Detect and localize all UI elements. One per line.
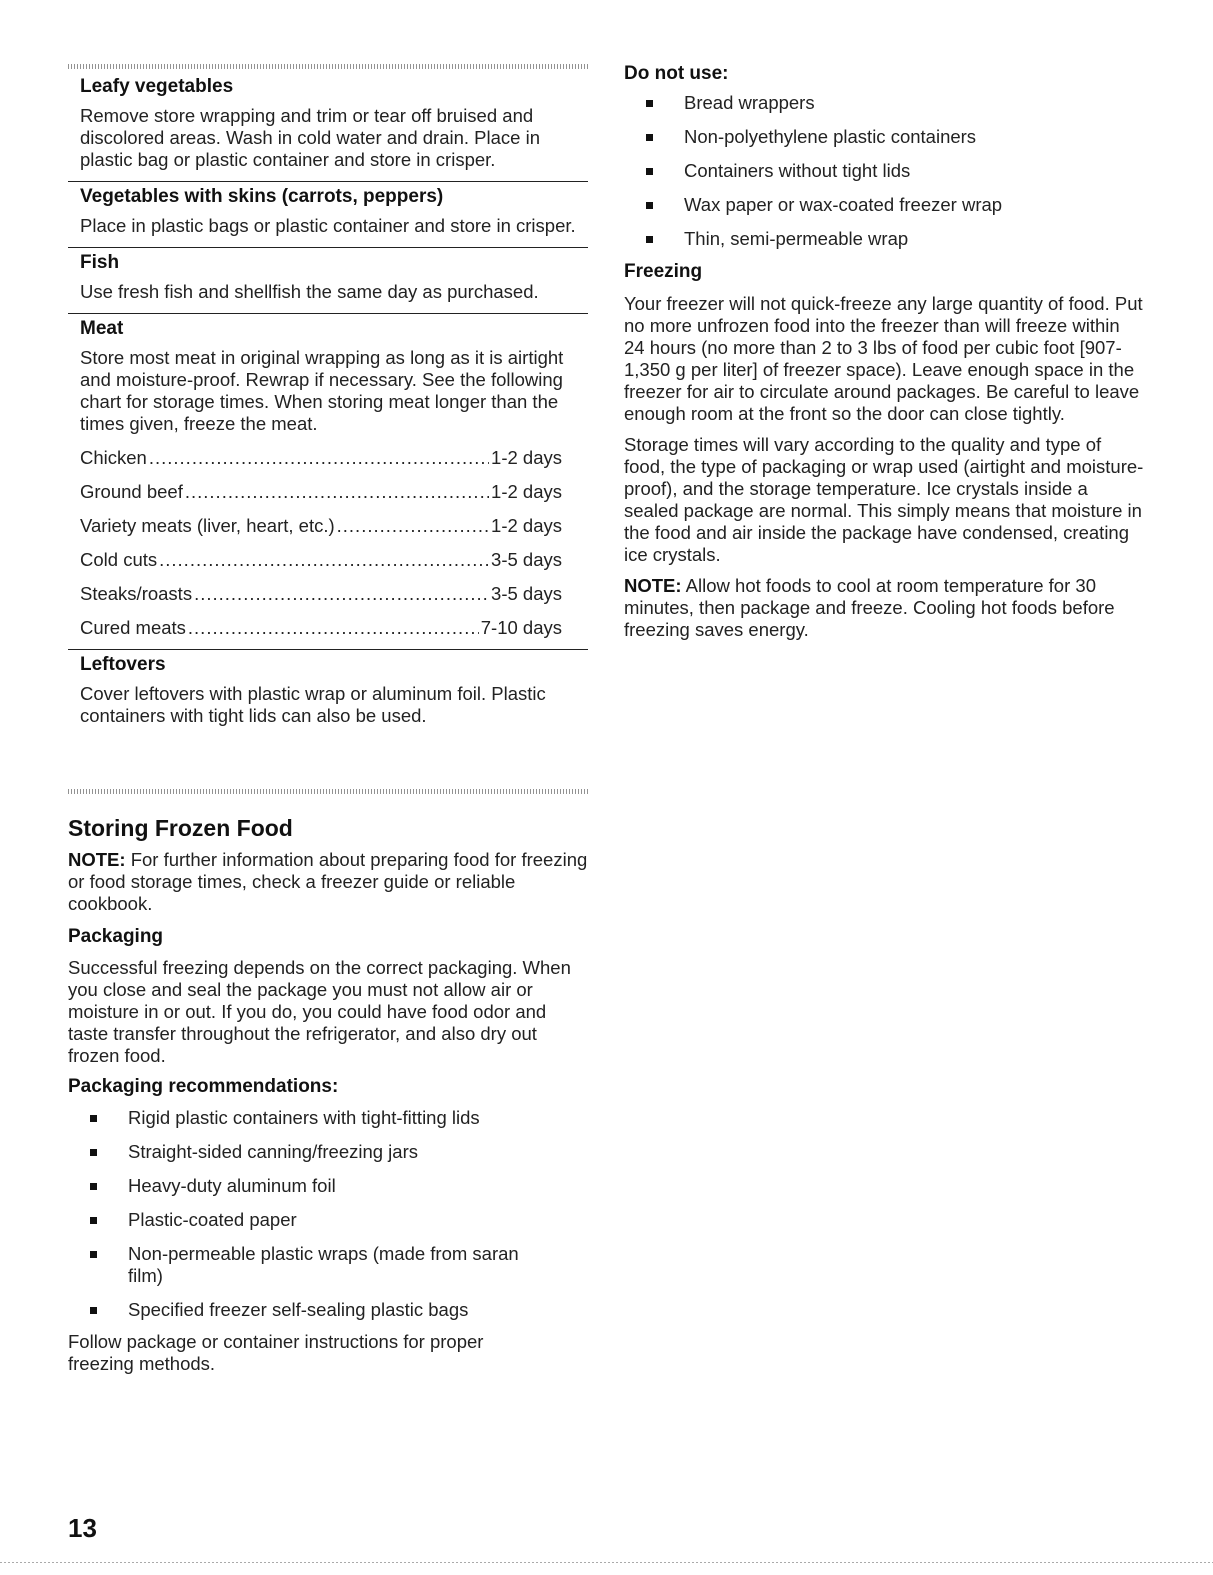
list-item: Specified freezer self-sealing plastic bags bbox=[68, 1299, 588, 1321]
list-item: Plastic-coated paper bbox=[68, 1209, 588, 1231]
meat-label: Variety meats (liver, heart, etc.) bbox=[80, 515, 335, 536]
freezing-note bbox=[624, 575, 1144, 641]
list-item: Heavy-duty aluminum foil bbox=[68, 1175, 588, 1197]
section-text: Store most meat in original wrapping as long as it is airtight and moisture-proof. Rewrap if necessary. See the following chart for storage times. When storing meat longer than the times given, freeze the meat. bbox=[80, 347, 564, 434]
follow-text: Follow package or container instructions for proper freezing methods. bbox=[68, 1331, 484, 1374]
dot-leader bbox=[188, 617, 479, 639]
meat-time: 1-2 days bbox=[491, 447, 562, 468]
dot-leader bbox=[185, 481, 489, 503]
frozen-note bbox=[68, 849, 588, 915]
note-label: NOTE: bbox=[68, 849, 126, 870]
meat-time-row bbox=[80, 617, 588, 639]
right-column bbox=[624, 62, 1144, 641]
freezing-paragraph: Storage times will vary according to the quality and type of food, the type of packaging or wrap used (airtight and moisture-proof), and the storage temperature. Ice crystals inside a sealed package are normal. This simply means that moisture in the food and air inside the package have condensed, creating ice crystals. bbox=[624, 434, 1144, 565]
list-item: Thin, semi-permeable wrap bbox=[624, 228, 1144, 250]
table-bottom-border bbox=[68, 789, 588, 794]
dot-leader bbox=[149, 447, 489, 469]
meat-time: 7-10 days bbox=[480, 617, 562, 638]
dot-leader bbox=[337, 515, 489, 537]
section-text: Cover leftovers with plastic wrap or aluminum foil. Plastic containers with tight lids can also be used. bbox=[80, 683, 546, 726]
list-item: Non-polyethylene plastic containers bbox=[624, 126, 1144, 148]
packaging-heading: Packaging bbox=[68, 926, 164, 947]
meat-time-row bbox=[80, 481, 588, 503]
meat-label: Chicken bbox=[80, 447, 147, 468]
table-top-border bbox=[68, 64, 588, 69]
freezing-heading: Freezing bbox=[624, 261, 703, 282]
section-text: Place in plastic bags or plastic container and store in crisper. bbox=[80, 215, 576, 236]
section-text: Use fresh fish and shellfish the same day as purchased. bbox=[80, 281, 539, 302]
meat-label: Cold cuts bbox=[80, 549, 158, 570]
section-heading: Storing Frozen Food bbox=[68, 815, 293, 841]
section-leafy-vegetables bbox=[68, 72, 588, 182]
section-title: Leftovers bbox=[80, 654, 166, 675]
dot-leader bbox=[194, 583, 489, 605]
meat-time-row bbox=[80, 447, 588, 469]
frozen-food-section bbox=[68, 814, 588, 1375]
note-text: For further information about preparing food for freezing or food storage times, check a freezer guide or reliable cookbook. bbox=[68, 849, 588, 914]
freezing-paragraph: Your freezer will not quick-freeze any large quantity of food. Put no more unfrozen food into the freezer than will freeze within 24 hours (no more than 2 to 3 lbs of food per cubic foot [907-1,350 g per liter] of freezer space). Leave enough space in the freezer for air to circulate around packages. Be careful to leave enough room at the front so the door can close tightly. bbox=[624, 293, 1143, 424]
section-title: Vegetables with skins (carrots, peppers) bbox=[80, 186, 444, 207]
section-title: Fish bbox=[80, 252, 120, 273]
list-item: Bread wrappers bbox=[624, 92, 1144, 114]
do-not-use-heading: Do not use: bbox=[624, 63, 729, 84]
section-title: Leafy vegetables bbox=[80, 76, 234, 97]
meat-time-row bbox=[80, 515, 588, 537]
list-item: Containers without tight lids bbox=[624, 160, 1144, 182]
section-vegetables-with-skins bbox=[68, 182, 588, 248]
meat-label: Ground beef bbox=[80, 481, 183, 502]
note-text: Allow hot foods to cool at room temperature for 30 minutes, then package and freeze. Cooling hot foods before freezing saves energy. bbox=[624, 575, 1115, 640]
meat-time-row bbox=[80, 549, 588, 571]
do-not-use-list bbox=[624, 92, 1144, 250]
section-title: Meat bbox=[80, 318, 124, 339]
fresh-storage-table bbox=[68, 72, 588, 737]
page-number: 13 bbox=[68, 1513, 97, 1543]
recommendations-heading: Packaging recommendations: bbox=[68, 1076, 339, 1097]
dot-leader bbox=[159, 549, 489, 571]
meat-time: 3-5 days bbox=[491, 583, 562, 604]
section-meat bbox=[68, 314, 588, 650]
page-bottom-rule bbox=[0, 1562, 1213, 1563]
packaging-text: Successful freezing depends on the correct packaging. When you close and seal the package you must not allow air or moisture in or out. If you do, you could have food odor and taste transfer throughout the refrigerator, and also dry out frozen food. bbox=[68, 957, 571, 1066]
list-item: Rigid plastic containers with tight-fitting lids bbox=[68, 1107, 588, 1129]
meat-time: 1-2 days bbox=[491, 481, 562, 502]
note-label: NOTE: bbox=[624, 575, 682, 596]
meat-time: 3-5 days bbox=[491, 549, 562, 570]
list-item: Straight-sided canning/freezing jars bbox=[68, 1141, 588, 1163]
meat-label: Cured meats bbox=[80, 617, 186, 638]
list-item: Wax paper or wax-coated freezer wrap bbox=[624, 194, 1144, 216]
section-text: Remove store wrapping and trim or tear off bruised and discolored areas. Wash in cold water and drain. Place in plastic bag or plastic container and store in crisper. bbox=[80, 105, 540, 170]
section-leftovers bbox=[68, 650, 588, 737]
list-item: Non-permeable plastic wraps (made from saran film) bbox=[68, 1243, 588, 1287]
meat-label: Steaks/roasts bbox=[80, 583, 193, 604]
section-fish bbox=[68, 248, 588, 314]
meat-time-row bbox=[80, 583, 588, 605]
recommendations-list bbox=[68, 1107, 588, 1321]
meat-time: 1-2 days bbox=[491, 515, 562, 536]
